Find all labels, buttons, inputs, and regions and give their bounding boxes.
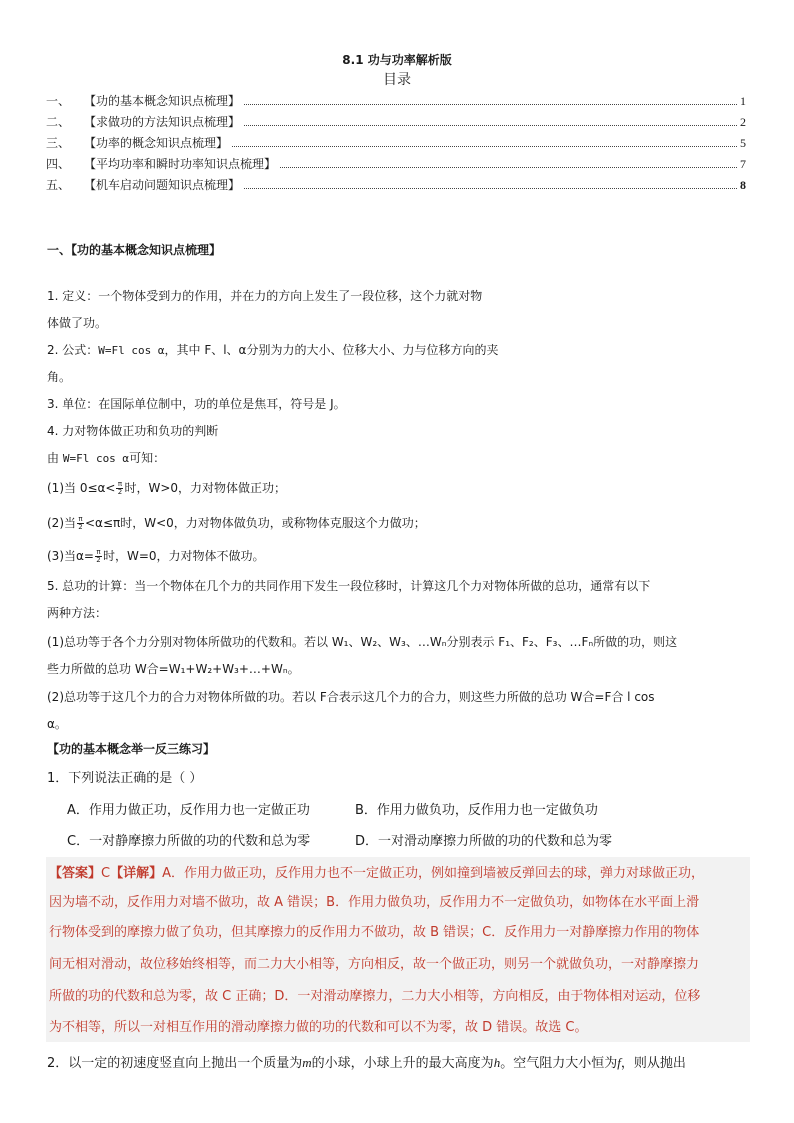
explanation-line: 为不相等，所以一对相互作用的滑动摩擦力做的功的代数和可以不为零，故 D 错误。故选 C。 [49,1020,588,1035]
case-negative-work [47,514,426,531]
judgement-intro [47,449,165,466]
method-one-paragraph: (1)总功等于各个力分别对物体所做功的代数和。若以 W₁、W₂、W₃、…Wₙ分别表示 F₁、F₂、F₃、…Fₙ所做的功，则这 [47,635,678,649]
toc-label[interactable]: 【求做功的方法知识点梳理】 [84,115,241,129]
toc-number: 一、 [46,94,71,108]
fraction-denominator: 2 [117,488,123,496]
answer-letter: C [101,866,111,881]
document-title: 8.1 功与功率解析版 [342,53,452,67]
question-1-option-c[interactable]: C．一对静摩擦力所做的功的代数和总为零 [67,834,311,849]
toc-page-number: 1 [740,94,746,108]
answer-line [49,862,704,881]
toc-leader-dots [244,104,737,105]
fraction-numerator: π [96,548,101,556]
toc-label[interactable]: 【平均功率和瞬时功率知识点梳理】 [84,157,277,171]
toc-entry[interactable] [46,112,746,130]
drag-force-symbol: f [617,1055,621,1070]
method-two-paragraph-cont: α。 [47,717,67,731]
explanation-line: 因为墙不动，反作用力对墙不做功，故 A 错误；B．作用力做负功，反作用力不一定做负功，如物体在水平面上滑 [49,895,700,910]
case-positive-work [47,479,286,496]
question-2-stem [47,1052,686,1071]
fraction-denominator: 2 [78,523,83,531]
definition-paragraph: 1. 定义：一个物体受到力的作用，并在力的方向上发生了一段位移，这个力就对物 [47,289,483,303]
toc-label[interactable]: 【功的基本概念知识点梳理】 [84,94,241,108]
toc-page-number: 5 [740,136,746,150]
formula-paragraph-cont: 角。 [47,370,72,384]
case-text: 时，W=0，力对物体不做功。 [102,549,265,563]
question-1-stem: 1．下列说法正确的是（ ） [47,771,203,786]
toc-number: 三、 [46,136,71,150]
section-heading: 一、【功的基本概念知识点梳理】 [47,243,222,257]
toc-leader-dots [232,146,737,147]
case-text: (1)当 0≤α< [47,481,116,495]
explanation-line: 行物体受到的摩擦力做了负功，但其摩擦力的反作用力不做功，故 B 错误；C．反作用力一对静摩擦力作用的物体 [49,925,700,940]
toc-leader-dots [280,167,737,168]
toc-entry[interactable] [46,154,746,172]
case-text: (3)当α= [47,549,94,563]
definition-paragraph-cont: 体做了功。 [47,316,108,330]
question-1-option-a[interactable]: A．作用力做正功，反作用力也一定做正功 [67,803,310,818]
work-formula: W=Fl cos α [98,344,165,357]
toc-entry[interactable] [46,133,746,151]
method-two-paragraph: (2)总功等于这几个力的合力对物体所做的功。若以 F合表示这几个力的合力，则这些力所做的总功 W合=F合 l cos [47,690,655,704]
toc-label[interactable]: 【机车启动问题知识点梳理】 [84,178,241,192]
answer-panel [46,857,750,1042]
intro-suffix: 可知： [129,451,166,465]
toc-page-number: 2 [740,115,746,129]
question-text: ，则从抛出 [620,1056,686,1071]
pi-over-two-fraction [77,516,84,531]
fraction-numerator: π [78,515,83,523]
intro-prefix: 由 [47,451,63,465]
question-1-option-b[interactable]: B．作用力做负功，反作用力也一定做负功 [355,803,598,818]
unit-paragraph: 3. 单位：在国际单位制中，功的单位是焦耳，符号是 J。 [47,397,346,411]
pi-over-two-fraction [116,481,123,496]
toc-label[interactable]: 【功率的概念知识点梳理】 [84,136,229,150]
fraction-numerator: π [117,480,123,488]
formula-label: 2. 公式： [47,343,99,357]
detail-tag: 【详解】 [110,866,163,881]
question-text: 2．以一定的初速度竖直向上抛出一个质量为 [47,1056,303,1071]
toc-page-number: 7 [740,157,746,171]
question-1-option-d[interactable]: D．一对滑动摩擦力所做的功的代数和总为零 [355,834,613,849]
toc-entry[interactable] [46,91,746,109]
case-text: 时，W>0，力对物体做正功； [124,481,287,495]
answer-tag: 【答案】 [49,866,102,881]
explanation-line: 所做的功的代数和总为零，故 C 正确；D．一对滑动摩擦力，二力大小相等，方向相反，由于物体相对运动，位移 [49,989,701,1004]
toc-entry[interactable] [46,175,746,193]
toc-leader-dots [244,125,737,126]
formula-desc: ，其中 F、l、α分别为力的大小、位移大小、力与位移方向的夹 [164,343,499,357]
height-symbol: h [493,1055,501,1070]
formula-paragraph [47,341,498,358]
method-one-paragraph-cont: 些力所做的总功 W合=W₁+W₂+W₃+…+Wₙ。 [47,662,300,676]
pi-over-two-fraction [95,549,102,564]
judgement-heading: 4. 力对物体做正功和负功的判断 [47,424,219,438]
fraction-denominator: 2 [96,556,101,564]
explanation-text: A．作用力做正功，反作用力也不一定做正功，例如撞到墙被反弹回去的球，弹力对球做正功， [162,866,705,881]
mass-symbol: m [302,1055,312,1070]
case-zero-work [47,547,265,564]
toc-number: 二、 [46,115,71,129]
case-text: (2)当 [47,516,76,530]
toc-page-number: 8 [740,178,746,192]
total-work-paragraph-cont: 两种方法： [47,606,108,620]
explanation-line: 间无相对滑动，故位移始终相等，而二力大小相等，方向相反，故一个做正功，则另一个就做负功，一对静摩擦力 [49,957,700,972]
toc-number: 五、 [46,178,71,192]
question-text: 。空气阻力大小恒为 [500,1056,618,1071]
work-formula: W=Fl cos α [62,452,130,465]
toc-leader-dots [244,188,737,189]
toc-number: 四、 [46,157,71,171]
question-text: 的小球，小球上升的最大高度为 [311,1056,494,1071]
toc-heading: 目录 [383,72,411,88]
case-text: <α≤π时，W<0，力对物体做负功，或称物体克服这个力做功； [85,516,426,530]
total-work-paragraph: 5. 总功的计算：当一个物体在几个力的共同作用下发生一段位移时，计算这几个力对物体所做的总功，通常有以下 [47,579,651,593]
practice-heading: 【功的基本概念举一反三练习】 [47,742,216,756]
